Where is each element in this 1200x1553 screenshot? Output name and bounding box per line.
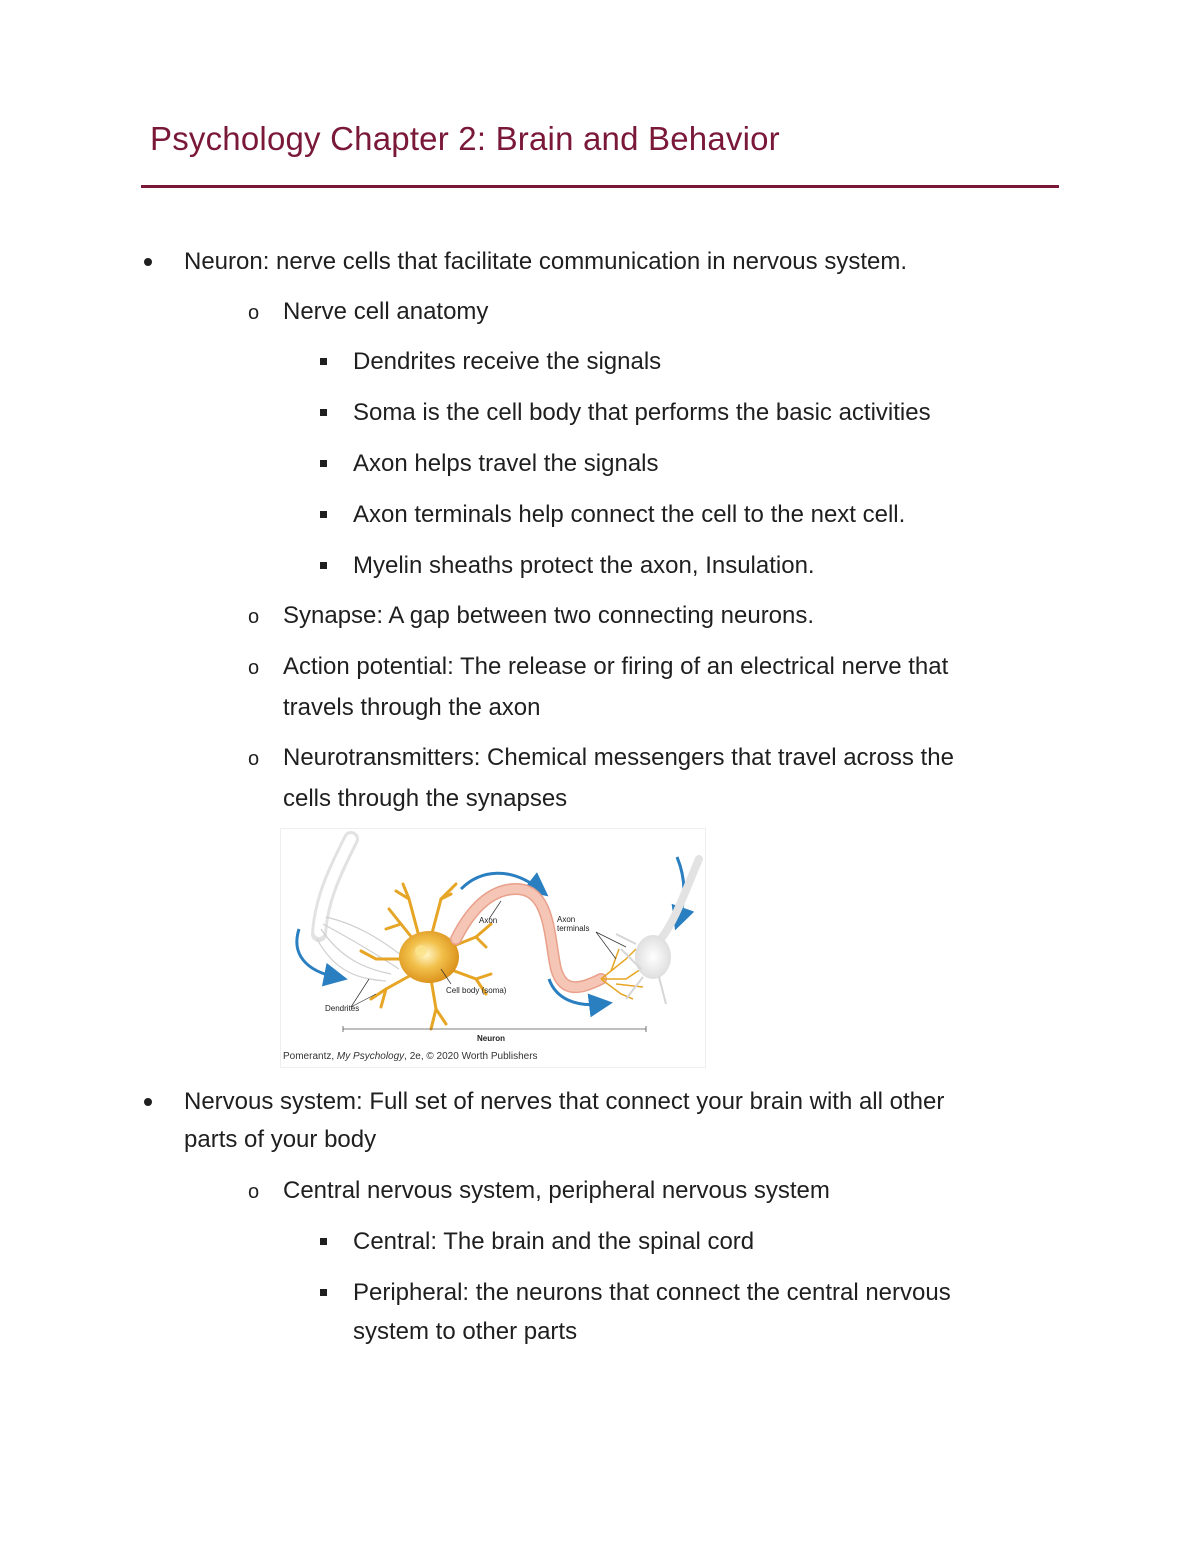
caption-prefix: Pomerantz, (283, 1051, 337, 1062)
anatomy-item-axon: Axon helps travel the signals (353, 450, 659, 477)
cell-body-soma (399, 931, 459, 983)
label-axon-terminals-2: terminals (557, 924, 590, 933)
nervous-heading-line1: Nervous system: Full set of nerves that connect your brain with all other (184, 1088, 945, 1115)
neurotransmitters-line1: Neurotransmitters: Chemical messengers that travel across the (283, 744, 954, 771)
bullet-circle: o (248, 606, 260, 628)
bullet-disc (144, 1098, 152, 1106)
anatomy-item-soma: Soma is the cell body that performs the basic activities (353, 399, 931, 426)
page-title: Psychology Chapter 2: Brain and Behavior (150, 120, 780, 157)
bullet-square (320, 409, 327, 416)
bullet-square (320, 1238, 327, 1245)
figure-caption (283, 1051, 538, 1062)
label-axon-terminals-1: Axon (557, 915, 576, 924)
anatomy-item-myelin: Myelin sheaths protect the axon, Insulation. (353, 552, 815, 579)
neuron-diagram (280, 828, 706, 1068)
caption-italic: My Psychology (336, 1051, 405, 1062)
bullet-square (320, 358, 327, 365)
bullet-circle: o (248, 748, 260, 770)
action-potential-line2: travels through the axon (283, 694, 541, 721)
nervous-subheading: Central nervous system, peripheral nervous system (283, 1177, 830, 1204)
neuron-illustration (281, 829, 705, 1067)
bullet-square (320, 511, 327, 518)
central-text: Central: The brain and the spinal cord (353, 1228, 755, 1255)
synapse-text: Synapse: A gap between two connecting neurons. (283, 602, 815, 629)
caption-suffix: , 2e, © 2020 Worth Publishers (404, 1051, 538, 1062)
bullet-circle: o (248, 1181, 260, 1203)
label-cell-body: Cell body (soma) (446, 986, 507, 995)
label-neuron: Neuron (477, 1034, 505, 1043)
bullet-circle: o (248, 302, 260, 324)
peripheral-line1: Peripheral: the neurons that connect the central nervous (353, 1279, 951, 1306)
peripheral-line2: system to other parts (353, 1318, 578, 1345)
bullet-circle: o (248, 657, 260, 679)
neuron-heading: Neuron: nerve cells that facilitate communication in nervous system. (184, 248, 907, 275)
title-divider (141, 185, 1059, 188)
neurotransmitters-line2: cells through the synapses (283, 785, 568, 812)
next-neuron (616, 859, 699, 1004)
label-dendrites: Dendrites (325, 1004, 360, 1013)
anatomy-item-axon-terminals: Axon terminals help connect the cell to the next cell. (353, 501, 906, 528)
action-potential-line1: Action potential: The release or firing of an electrical nerve that (283, 653, 949, 680)
nervous-heading-line2: parts of your body (184, 1126, 377, 1153)
bullet-square (320, 460, 327, 467)
bullet-square (320, 1289, 327, 1296)
anatomy-label: Nerve cell anatomy (283, 298, 489, 325)
bullet-square (320, 562, 327, 569)
bullet-disc (144, 258, 152, 266)
anatomy-item-dendrites: Dendrites receive the signals (353, 348, 662, 375)
label-axon: Axon (479, 916, 498, 925)
